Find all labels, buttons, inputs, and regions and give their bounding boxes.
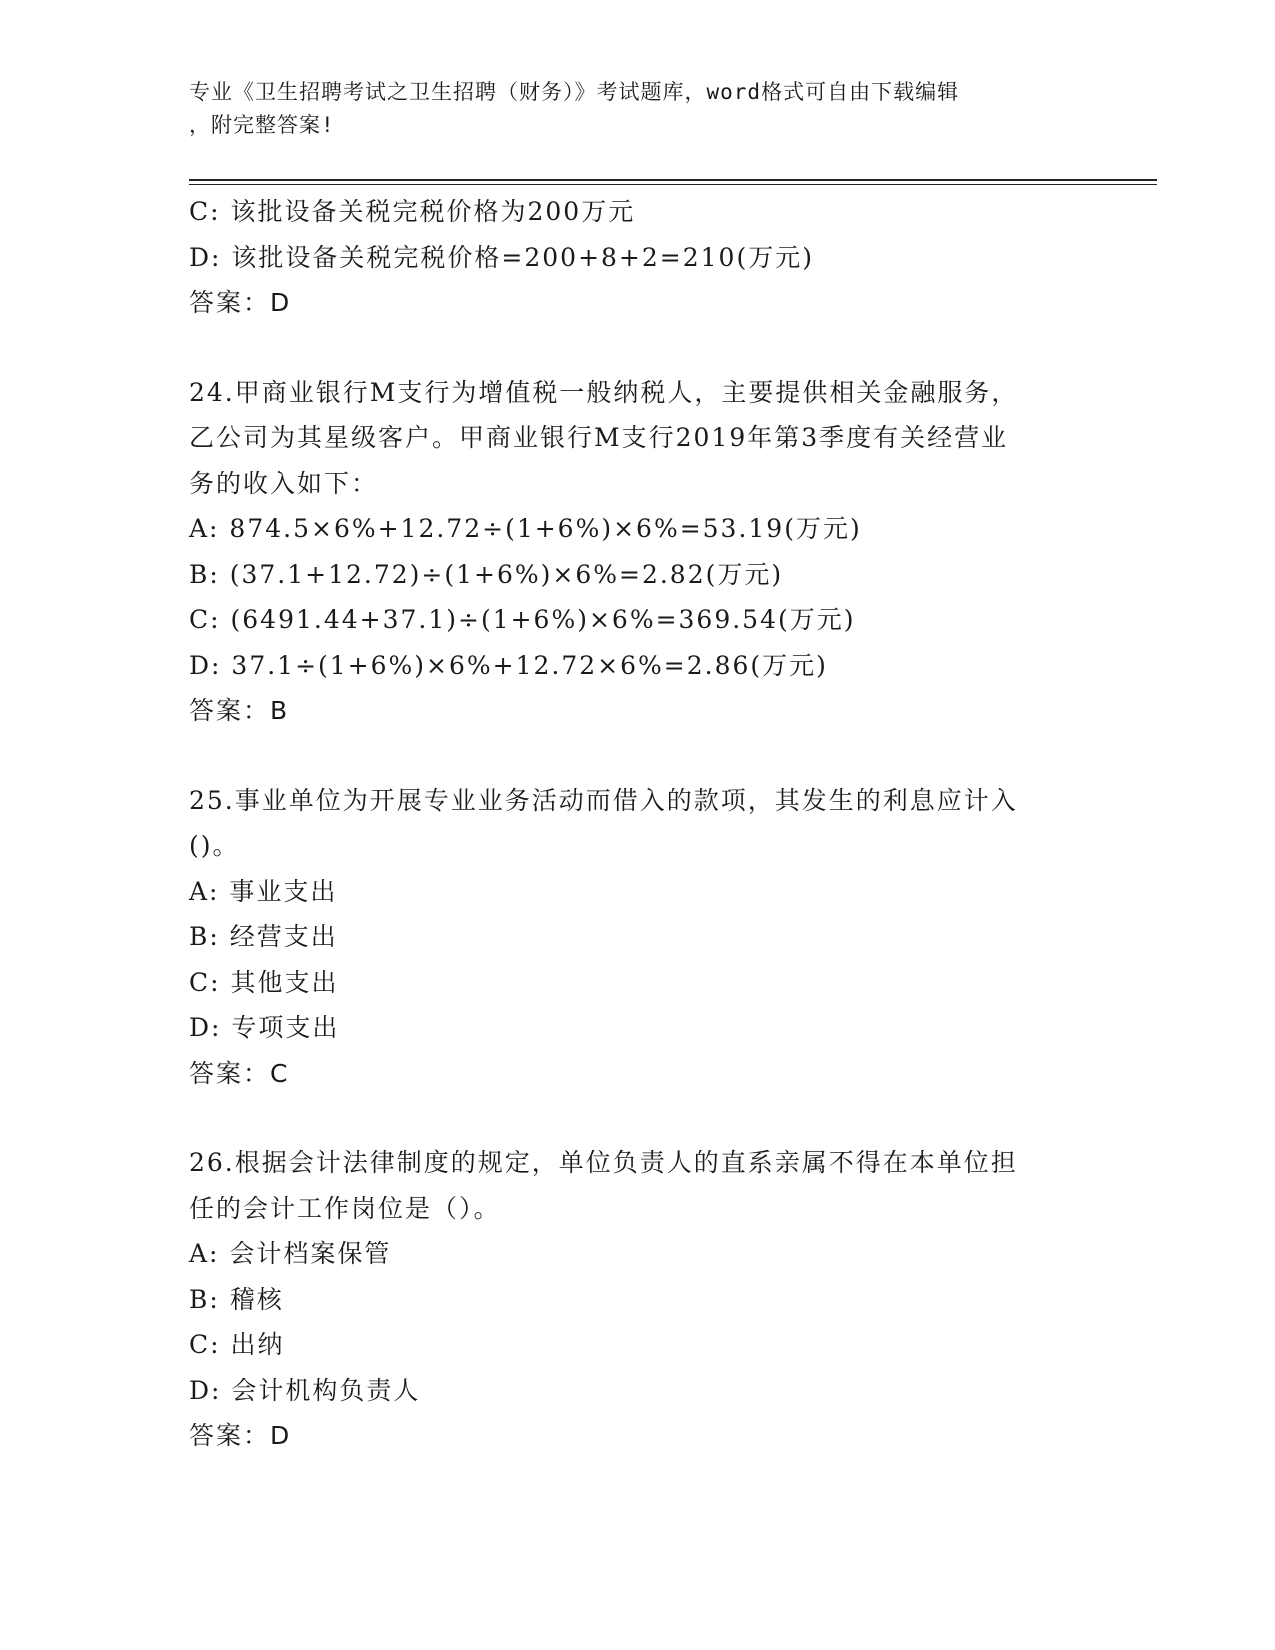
question-stem-line: 务的收入如下：: [189, 468, 379, 498]
question-23-continued: [189, 189, 1089, 326]
question-list: [189, 189, 1089, 1459]
header-title-line-2: ，附完整答案!: [189, 113, 335, 137]
question-stem-line: ()。: [189, 831, 240, 860]
answer-line: 答案：B: [189, 696, 290, 725]
answer-line: 答案：D: [189, 288, 292, 317]
option-d: D: 专项支出: [189, 1013, 340, 1042]
header-divider-thick: [189, 179, 1157, 181]
option-d: D: 该批设备关税完税价格=200+8+2=210(万元): [189, 242, 814, 272]
option-d: D: 37.1÷(1+6%)×6%+12.72×6%=2.86(万元): [189, 650, 828, 680]
answer-line: 答案：D: [189, 1421, 292, 1450]
option-c: C: (6491.44+37.1)÷(1+6%)×6%=369.54(万元): [189, 605, 856, 634]
option-c: C: 该批设备关税完税价格为200万元: [189, 197, 636, 226]
header-divider-thin: [189, 184, 1157, 185]
answer-line: 答案：C: [189, 1058, 290, 1088]
question-stem-line: 任的会计工作岗位是（）。: [189, 1193, 501, 1223]
option-d: D: 会计机构负责人: [189, 1375, 421, 1405]
question-25: [189, 778, 1089, 1097]
option-b: B: 经营支出: [189, 922, 338, 951]
document-header: [189, 76, 1089, 142]
option-c: C: 其他支出: [189, 967, 339, 997]
question-stem-line: 25.事业单位为开展专业业务活动而借入的款项，其发生的利息应计入: [189, 785, 1018, 815]
question-24: [189, 370, 1089, 734]
header-title-line-1: 专业《卫生招聘考试之卫生招聘（财务）》考试题库，word格式可自由下载编辑: [189, 80, 960, 104]
option-a: A: 会计档案保管: [189, 1239, 392, 1268]
question-stem-line: 24.甲商业银行M支行为增值税一般纳税人，主要提供相关金融服务，: [189, 377, 1019, 407]
question-stem-line: 乙公司为其星级客户。甲商业银行M支行2019年第3季度有关经营业: [189, 423, 1009, 452]
option-b: B: (37.1+12.72)÷(1+6%)×6%=2.82(万元): [189, 559, 784, 589]
question-26: [189, 1140, 1089, 1459]
option-a: A: 事业支出: [189, 876, 338, 906]
option-a: A: 874.5×6%+12.72÷(1+6%)×6%=53.19(万元): [189, 514, 862, 543]
question-stem-line: 26.根据会计法律制度的规定，单位负责人的直系亲属不得在本单位担: [189, 1148, 1018, 1177]
option-c: C: 出纳: [189, 1330, 285, 1359]
option-b: B: 稽核: [189, 1284, 284, 1314]
